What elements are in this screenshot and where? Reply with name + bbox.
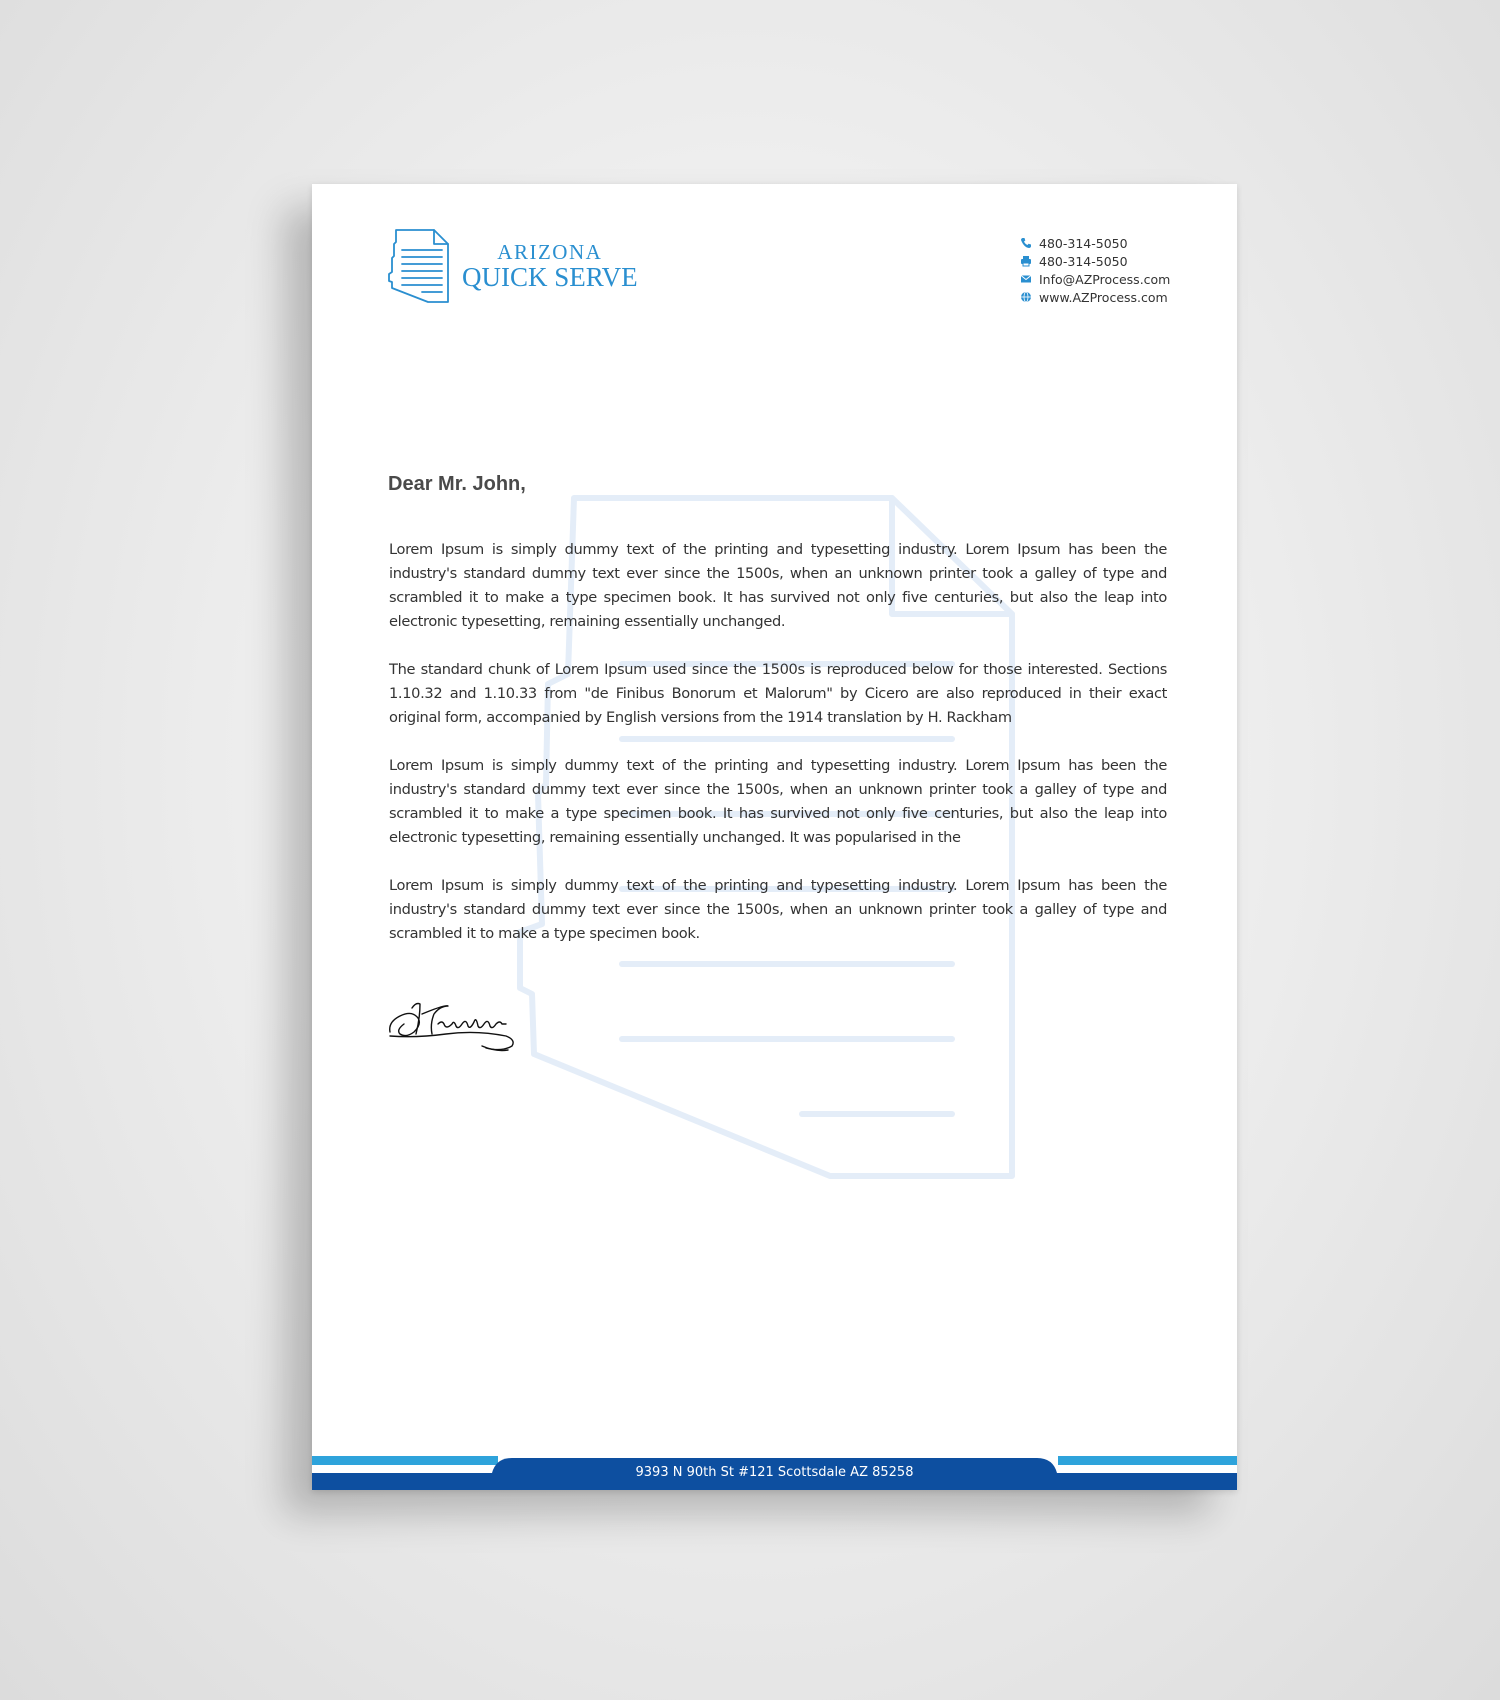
contact-email: [1020, 270, 1170, 288]
email-address[interactable]: Info@AZProcess.com: [1039, 271, 1171, 287]
letter-body: [389, 538, 1167, 970]
footer-address: 9393 N 90th St #121 Scottsdale AZ 85258: [635, 1465, 914, 1480]
website-url[interactable]: www.AZProcess.com: [1039, 289, 1168, 305]
globe-icon: [1020, 291, 1032, 303]
contact-website: [1020, 288, 1170, 306]
email-icon: [1020, 273, 1032, 285]
contact-block: [1020, 234, 1170, 306]
body-paragraph-1: Lorem Ipsum is simply dummy text of the printing and typesetting industry. Lorem Ipsum has been the industry's standard dummy text ever since the 1500s, when an unknown printer took a galley of type and scrambled it to make a type specimen book. It has survived not only five centuries, but also the leap into electronic typesetting, remaining essentially unchanged.: [389, 541, 1167, 630]
letter-greeting: Dear Mr. John,: [388, 473, 526, 495]
body-paragraph-4: Lorem Ipsum is simply dummy text of the printing and typesetting industry. Lorem Ipsum has been the industry's standard dummy text ever since the 1500s, when an unknown printer took a galley of type and scrambled it to make a type specimen book.: [389, 877, 1167, 942]
body-paragraph-2: The standard chunk of Lorem Ipsum used since the 1500s is reproduced below for those interested. Sections 1.10.32 and 1.10.33 from "de Finibus Bonorum et Malorum" by Cicero are also reproduced in their exact original form, accompanied by English versions from the 1914 translation by H. Rackham: [389, 661, 1167, 726]
phone-number[interactable]: 480-314-5050: [1039, 235, 1128, 251]
body-paragraph-3: Lorem Ipsum is simply dummy text of the printing and typesetting industry. Lorem Ipsum has been the industry's standard dummy text ever since the 1500s, when an unknown printer took a galley of type and scrambled it to make a type specimen book. It has survived not only five centuries, but also the leap into electronic typesetting, remaining essentially unchanged. It was popularised in the: [389, 757, 1167, 846]
letterhead-page: [312, 184, 1237, 1490]
handwritten-signature: [386, 994, 518, 1060]
arizona-document-icon: [388, 228, 452, 304]
phone-icon: [1020, 237, 1032, 249]
contact-phone: [1020, 234, 1170, 252]
letter-footer: [312, 1456, 1237, 1490]
fax-number[interactable]: 480-314-5050: [1039, 253, 1128, 269]
company-logo: [388, 228, 638, 304]
fax-icon: [1020, 255, 1032, 267]
contact-fax: [1020, 252, 1170, 270]
logo-line-quick-serve: QUICK SERVE: [462, 261, 638, 292]
logo-line-arizona: ARIZONA: [497, 239, 603, 264]
